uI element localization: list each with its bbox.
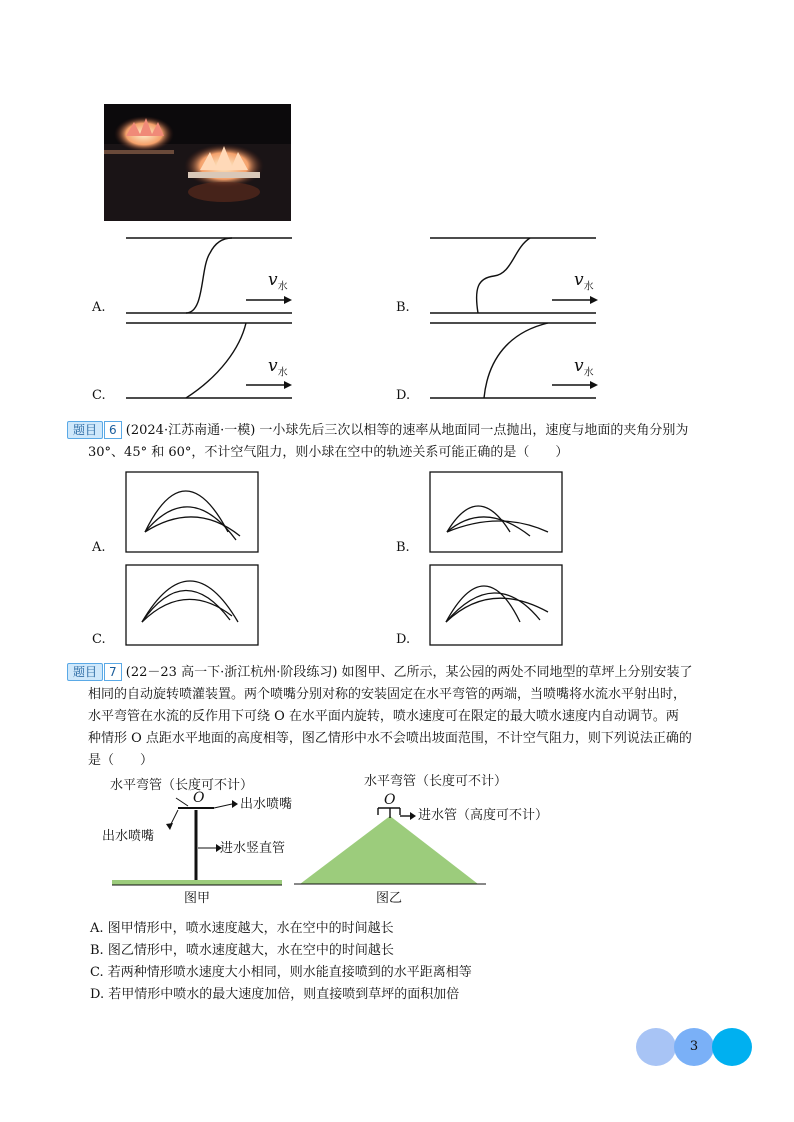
q5-option-b-label[interactable]: B. bbox=[396, 300, 410, 315]
fig-yi-pipe-label: 进水管（高度可不计） bbox=[418, 808, 549, 823]
q7-number: 7 bbox=[104, 663, 122, 681]
q5-d-velocity-label: $v_水$ bbox=[574, 356, 594, 379]
q6-text-1: (2024·江苏南通·一模) 一小球先后三次以相等的速率从地面同一点抛出，速度与地面的夹角分别为 bbox=[125, 423, 689, 438]
fig-jia-o-label: O bbox=[193, 790, 205, 806]
q6-option-c[interactable]: C. bbox=[92, 632, 106, 647]
lotus-lantern-photo bbox=[104, 104, 291, 221]
q7-option-d[interactable]: D. 若甲情形中喷水的最大速度加倍，则直接喷到草坪的面积加倍 bbox=[90, 987, 460, 1002]
q7-option-c[interactable]: C. 若两种情形喷水速度大小相同，则水能直接喷到的水平距离相等 bbox=[90, 965, 472, 980]
q7-option-b[interactable]: B. 图乙情形中，喷水速度越大，水在空中的时间越长 bbox=[90, 943, 394, 958]
q6-options bbox=[0, 470, 794, 650]
q6-number: 6 bbox=[104, 421, 122, 439]
fig-jia-nozzle-right: 出水喷嘴 bbox=[240, 797, 293, 812]
q7-option-a[interactable]: A. 图甲情形中，喷水速度越大，水在空中的时间越长 bbox=[90, 921, 394, 936]
q7-line1 bbox=[67, 662, 693, 684]
q7-line3: 水平弯管在水流的反作用下可绕 O 在水平面内旋转，喷水速度可在限定的最大喷水速度内自动调节。两 bbox=[88, 709, 679, 724]
q7-tag: 题目 bbox=[67, 663, 103, 681]
q5-option-a-label[interactable]: A. bbox=[92, 300, 106, 315]
fig-yi-bend-label: 水平弯管（长度可不计） bbox=[364, 774, 508, 789]
q6-option-a[interactable]: A. bbox=[92, 540, 106, 555]
page-number bbox=[674, 1028, 714, 1066]
q5-c-velocity-label: $v_水$ bbox=[268, 356, 288, 379]
q7-text-1: (22－23 高一下·浙江杭州·阶段练习) 如图甲、乙所示，某公园的两处不同地型的草坪上分别安装了 bbox=[125, 665, 693, 680]
q7-line2: 相同的自动旋转喷灌装置。两个喷嘴分别对称的安装固定在水平弯管的两端，当喷嘴将水流水平射出时， bbox=[88, 687, 687, 702]
q6-option-b[interactable]: B. bbox=[396, 540, 410, 555]
fig-jia-pipe-label: 进水竖直管 bbox=[220, 841, 286, 856]
q5-option-c-label[interactable]: C. bbox=[92, 388, 106, 403]
page-decor-circle-left bbox=[636, 1028, 676, 1066]
q6-tag: 题目 bbox=[67, 421, 103, 439]
fig-yi-o-label: O bbox=[384, 792, 396, 808]
fig-yi-caption: 图乙 bbox=[376, 891, 403, 906]
fig-jia-caption: 图甲 bbox=[184, 891, 211, 906]
q6-line1 bbox=[67, 420, 688, 442]
q7-line5: 是（ ） bbox=[88, 753, 154, 768]
fig-jia-nozzle-left: 出水喷嘴 bbox=[102, 829, 155, 844]
q5-options bbox=[0, 228, 794, 408]
q7-line4: 种情形 O 点距水平地面的高度相等，图乙情形中水不会喷出坡面范围，不计空气阻力，则下列说法正确的 bbox=[88, 731, 692, 746]
q5-a-velocity-label: $v_水$ bbox=[268, 270, 288, 293]
q5-b-velocity-label: $v_水$ bbox=[574, 270, 594, 293]
page-decor-circle-right bbox=[712, 1028, 752, 1066]
q6-option-d[interactable]: D. bbox=[396, 632, 411, 647]
page-number-text: 3 bbox=[689, 1039, 699, 1054]
q5-option-d-label[interactable]: D. bbox=[396, 388, 411, 403]
q6-line2: 30°、45° 和 60°，不计空气阻力，则小球在空中的轨迹关系可能正确的是（ ） bbox=[88, 445, 569, 460]
fig-jia-bend-label: 水平弯管（长度可不计） bbox=[110, 778, 254, 793]
